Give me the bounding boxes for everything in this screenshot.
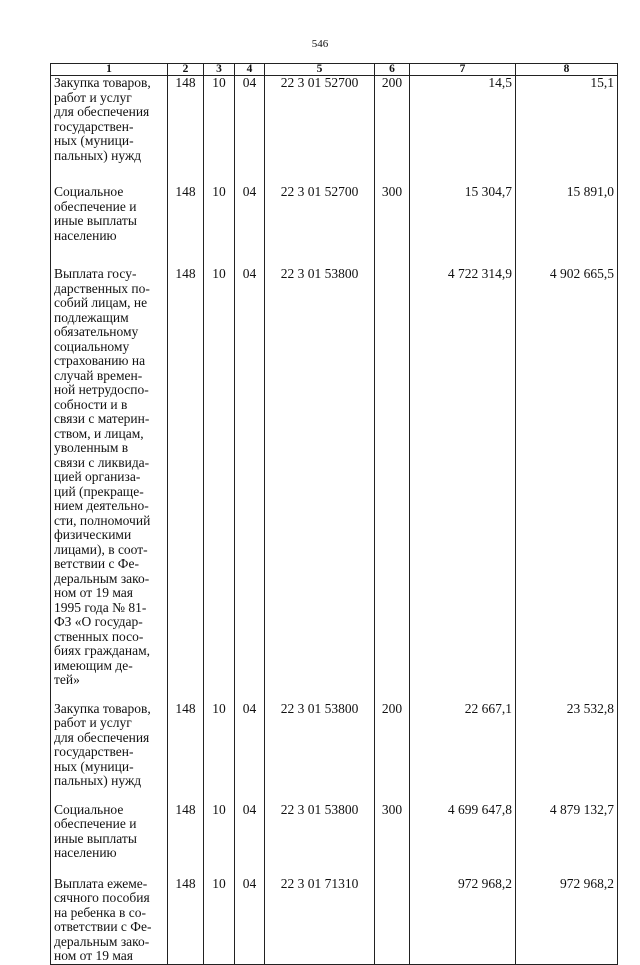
expense-type-cell [375, 267, 410, 702]
expense-name-line: связи с материн- [54, 411, 150, 426]
amount-year1-cell: 15 304,7 [410, 185, 516, 267]
target-article-cell: 22 3 01 53800 [265, 267, 375, 702]
expense-name-line: страхованию на [54, 353, 146, 368]
subsection-code-cell: 04 [235, 185, 265, 267]
expense-name-line: Закупка товаров, [54, 75, 151, 90]
expense-type-cell: 300 [375, 185, 410, 267]
table-row [51, 267, 618, 702]
expense-name-line: ций (прекраще- [54, 483, 144, 499]
expense-name-line: пальных) нужд [54, 147, 142, 163]
table-row [51, 76, 618, 186]
expense-name-line: ных (муници- [54, 133, 134, 148]
expense-name-line: государствен- [54, 118, 134, 134]
expense-name-line: сячного пособия [54, 890, 150, 905]
amount-year1-cell: 4 722 314,9 [410, 267, 516, 702]
amount-year2-cell: 4 902 665,5 [516, 267, 618, 702]
expense-name-line: для обеспечения [54, 729, 150, 745]
subsection-code-cell: 04 [235, 803, 265, 877]
page-number: 546 [311, 38, 329, 50]
expense-name-line: Социальное [54, 184, 124, 199]
expense-name-line: для обеспечения [54, 104, 150, 119]
expense-name-line: имеющим де- [54, 657, 133, 673]
amount-year2-cell: 972 968,2 [516, 877, 618, 965]
expense-name-line: ветствии с Фе- [54, 556, 139, 571]
section-code-cell: 10 [204, 877, 235, 965]
section-code-cell: 10 [204, 702, 235, 803]
expense-name-line: населению [54, 227, 117, 243]
ministry-code-cell: 148 [168, 702, 204, 803]
expense-name-line: пальных) нужд [54, 773, 142, 788]
expense-name-line: Социальное [54, 801, 124, 817]
ministry-code-cell: 148 [168, 877, 204, 965]
expense-name-line: тей» [54, 672, 80, 687]
column-header: 4 [235, 64, 265, 76]
expense-name-line: связи с ликвида- [54, 454, 150, 470]
expense-name-line: Закупка товаров, [54, 700, 151, 716]
subsection-code-cell: 04 [235, 76, 265, 186]
expense-name-line: ных (муници- [54, 758, 134, 774]
expense-name-cell [51, 185, 168, 267]
expense-name-line: деральным зако- [54, 933, 150, 949]
target-article-cell: 22 3 01 52700 [265, 76, 375, 186]
expense-name-line: деральным зако- [54, 570, 150, 586]
expense-name-line: государствен- [54, 744, 134, 759]
table-row [51, 185, 618, 267]
table-row [51, 877, 618, 965]
expense-name-line: ном от 19 мая [54, 585, 134, 600]
expense-name-cell [51, 803, 168, 877]
target-article-cell: 22 3 01 71310 [265, 877, 375, 965]
expense-type-cell [375, 877, 410, 965]
expense-name-line: ном от 19 мая [54, 948, 134, 963]
table-row [51, 702, 618, 803]
amount-year2-cell: 23 532,8 [516, 702, 618, 803]
expense-name-line: социальному [54, 338, 130, 354]
expense-name-line: ственных посо- [54, 628, 144, 644]
column-header: 1 [51, 64, 168, 76]
expense-name-cell [51, 702, 168, 803]
expense-name-line: работ и услуг [54, 89, 132, 105]
expense-name-line: обеспечение и [54, 198, 137, 214]
target-article-cell: 22 3 01 53800 [265, 702, 375, 803]
expense-name-line: физическими [54, 527, 132, 542]
column-header: 3 [204, 64, 235, 76]
expense-name-line: ФЗ «О государ- [54, 614, 143, 629]
expense-name-line: ством, и лицам, [54, 425, 144, 441]
expense-name-line: Выплата ежеме- [54, 875, 148, 891]
expense-name-line: на ребенка в со- [54, 904, 146, 920]
expense-name-line: 1995 года № 81- [54, 599, 147, 615]
budget-table [50, 63, 618, 965]
target-article-cell: 22 3 01 53800 [265, 803, 375, 877]
expense-name-line: случай времен- [54, 367, 143, 383]
expense-name-line: нием деятельно- [54, 498, 149, 513]
subsection-code-cell: 04 [235, 702, 265, 803]
expense-type-cell: 200 [375, 76, 410, 186]
amount-year2-cell: 15,1 [516, 76, 618, 186]
amount-year2-cell: 4 879 132,7 [516, 803, 618, 877]
column-header: 7 [410, 64, 516, 76]
expense-name-line: уволенным в [54, 440, 129, 455]
amount-year1-cell: 972 968,2 [410, 877, 516, 965]
column-header: 5 [265, 64, 375, 76]
expense-name-line: иные выплаты [54, 213, 137, 228]
amount-year2-cell: 15 891,0 [516, 185, 618, 267]
ministry-code-cell: 148 [168, 803, 204, 877]
expense-name-line: дарственных по- [54, 280, 150, 296]
ministry-code-cell: 148 [168, 267, 204, 702]
subsection-code-cell: 04 [235, 877, 265, 965]
subsection-code-cell: 04 [235, 267, 265, 702]
section-code-cell: 10 [204, 185, 235, 267]
amount-year1-cell: 22 667,1 [410, 702, 516, 803]
table-body [51, 76, 618, 965]
amount-year1-cell: 4 699 647,8 [410, 803, 516, 877]
column-header: 6 [375, 64, 410, 76]
expense-name-line: собий лицам, не [54, 295, 148, 310]
expense-type-cell: 200 [375, 702, 410, 803]
ministry-code-cell: 148 [168, 185, 204, 267]
column-header: 8 [516, 64, 618, 76]
expense-name-line: лицами), в соот- [54, 541, 148, 557]
table-row [51, 803, 618, 877]
header-row [51, 64, 618, 76]
expense-name-line: подлежащим [54, 309, 129, 325]
expense-name-line: обязательному [54, 324, 139, 339]
expense-name-line: Выплата госу- [54, 266, 137, 281]
expense-name-cell [51, 267, 168, 702]
section-code-cell: 10 [204, 267, 235, 702]
expense-name-line: ответствии с Фе- [54, 919, 152, 934]
section-code-cell: 10 [204, 76, 235, 186]
expense-name-line: населению [54, 845, 117, 860]
expense-name-line: работ и услуг [54, 715, 132, 730]
expense-name-line: цией организа- [54, 469, 141, 484]
expense-type-cell: 300 [375, 803, 410, 877]
expense-name-line: обеспечение и [54, 816, 137, 831]
amount-year1-cell: 14,5 [410, 76, 516, 186]
target-article-cell: 22 3 01 52700 [265, 185, 375, 267]
expense-name-line: сти, полномочий [54, 512, 151, 528]
section-code-cell: 10 [204, 803, 235, 877]
expense-name-line: ной нетрудоспо- [54, 382, 149, 397]
expense-name-line: биях гражданам, [54, 643, 151, 658]
expense-name-line: собности и в [54, 396, 128, 412]
expense-name-cell [51, 76, 168, 186]
expense-name-line: иные выплаты [54, 830, 137, 846]
column-header: 2 [168, 64, 204, 76]
ministry-code-cell: 148 [168, 76, 204, 186]
expense-name-cell [51, 877, 168, 965]
